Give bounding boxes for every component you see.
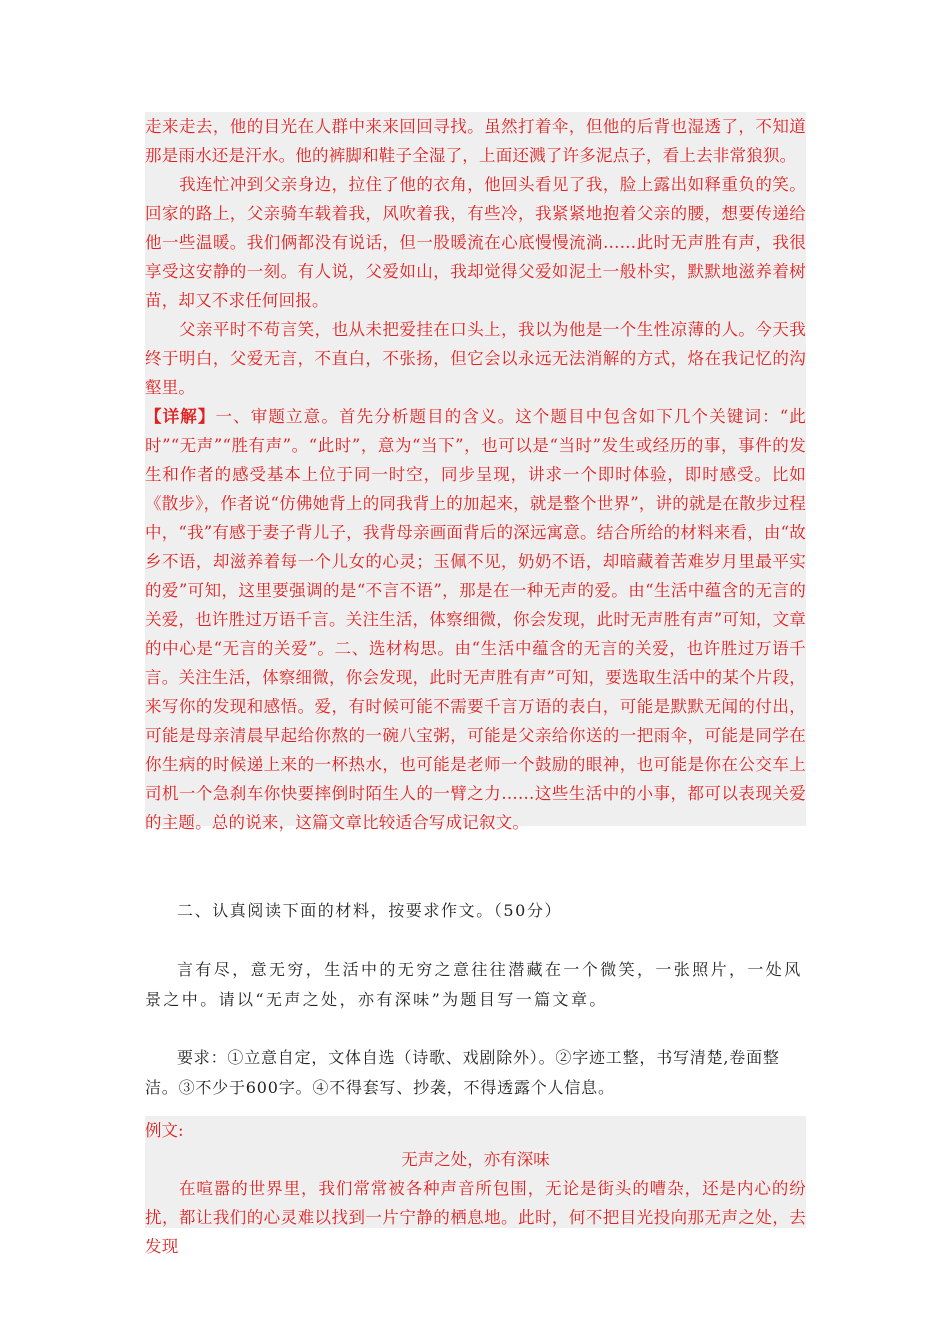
- question-title: 二、认真阅读下面的材料，按要求作文。（50分）: [177, 901, 563, 920]
- answer-paragraph: 父亲平时不苟言笑，也从未把爱挂在口头上，我以为他是一个生性凉薄的人。今天我终于明白，父爱无言，不直白，不张扬，但它会以永远无法消解的方式，烙在我记忆的沟壑里。: [145, 320, 806, 397]
- detail-paragraph: [145, 402, 806, 837]
- answer-block: [145, 112, 806, 832]
- detail-text: 一、审题立意。首先分析题目的含义。这个题目中包含如下几个关键词：“此时”“无声”“胜有声”。“此时”，意为“当下”，也可以是“当时”发生或经历的事，事件的发生和作者的感受基本上位于同一时空，同步呈现，讲求一个即时体验，即时感受。比如《散步》，作者说“仿佛她背上的同我背上的加起来，就是整个世界”，讲的就是在散步过程中，“我”有感于妻子背儿子，我背母亲画面背后的深远寓意。结合所给的材料来看，由“故乡不语，却滋养着每一个儿女的心灵；玉佩不见，奶奶不语，却暗藏着苦难岁月里最平实的爱”可知，这里要强调的是“不言不语”，那是在一种无声的爱。由“生活中蕴含的无言的关爱，也许胜过万语千言。关注生活，体察细微，你会发现，此时无声胜有声”可知，文章的中心是“无言的关爱”。二、选材构思。由“生活中蕴含的无言的关爱，也许胜过万语千言。关注生活，体察细微，你会发现，此时无声胜有声”可知，要选取生活中的某个片段，来写你的发现和感悟。爱，有时候可能不需要千言万语的表白，可能是默默无闻的付出，可能是母亲清晨早起给你熬的一碗八宝粥，可能是父亲给你送的一把雨伞，可能是同学在你生病的时候递上来的一杯热水，也可能是老师一个鼓励的眼神，也可能是你在公交车上司机一个急刹车你快要摔倒时陌生人的一臂之力……这些生活中的小事，都可以表现关爱的主题。总的说来，这篇文章比较适合写成记叙文。: [145, 407, 806, 832]
- example-block: [145, 1116, 806, 1256]
- question-requirements: 要求：①立意自定，文体自选（诗歌、戏剧除外）。②字迹工整，书写清楚,卷面整洁。③不少于600字。④不得套写、抄袭，不得透露个人信息。: [145, 1048, 780, 1097]
- example-label: 例文:: [145, 1121, 184, 1140]
- answer-paragraph: 走来走去，他的目光在人群中来来回回寻找。虽然打着伞，但他的后背也湿透了，不知道那是雨水还是汗水。他的裤脚和鞋子全湿了，上面还溅了许多泥点子，看上去非常狼狈。: [145, 117, 806, 165]
- example-paragraph: 在喧嚣的世界里，我们常常被各种声音所包围，无论是街头的嘈杂，还是内心的纷扰，都让我们的心灵难以找到一片宁静的栖息地。此时，何不把目光投向那无声之处，去发现: [145, 1179, 806, 1256]
- question-material: 言有尽，意无穷，生活中的无穷之意往往潜藏在一个微笑，一张照片，一处风景之中。请以“无声之处，亦有深味”为题目写一篇文章。: [145, 960, 803, 1009]
- example-title: 无声之处，亦有深味: [401, 1150, 550, 1169]
- detail-tag: 【详解】: [145, 407, 216, 426]
- answer-paragraph: 我连忙冲到父亲身边，拉住了他的衣角，他回头看见了我，脸上露出如释重负的笑。回家的路上，父亲骑车载着我，风吹着我，有些冷，我紧紧地抱着父亲的腰，想要传递给他一些温暖。我们俩都没有说话，但一股暖流在心底慢慢流淌……此时无声胜有声，我很享受这安静的一刻。有人说，父爱如山，我却觉得父爱如泥土一般朴实，默默地滋养着树苗，却又不求任何回报。: [145, 175, 806, 310]
